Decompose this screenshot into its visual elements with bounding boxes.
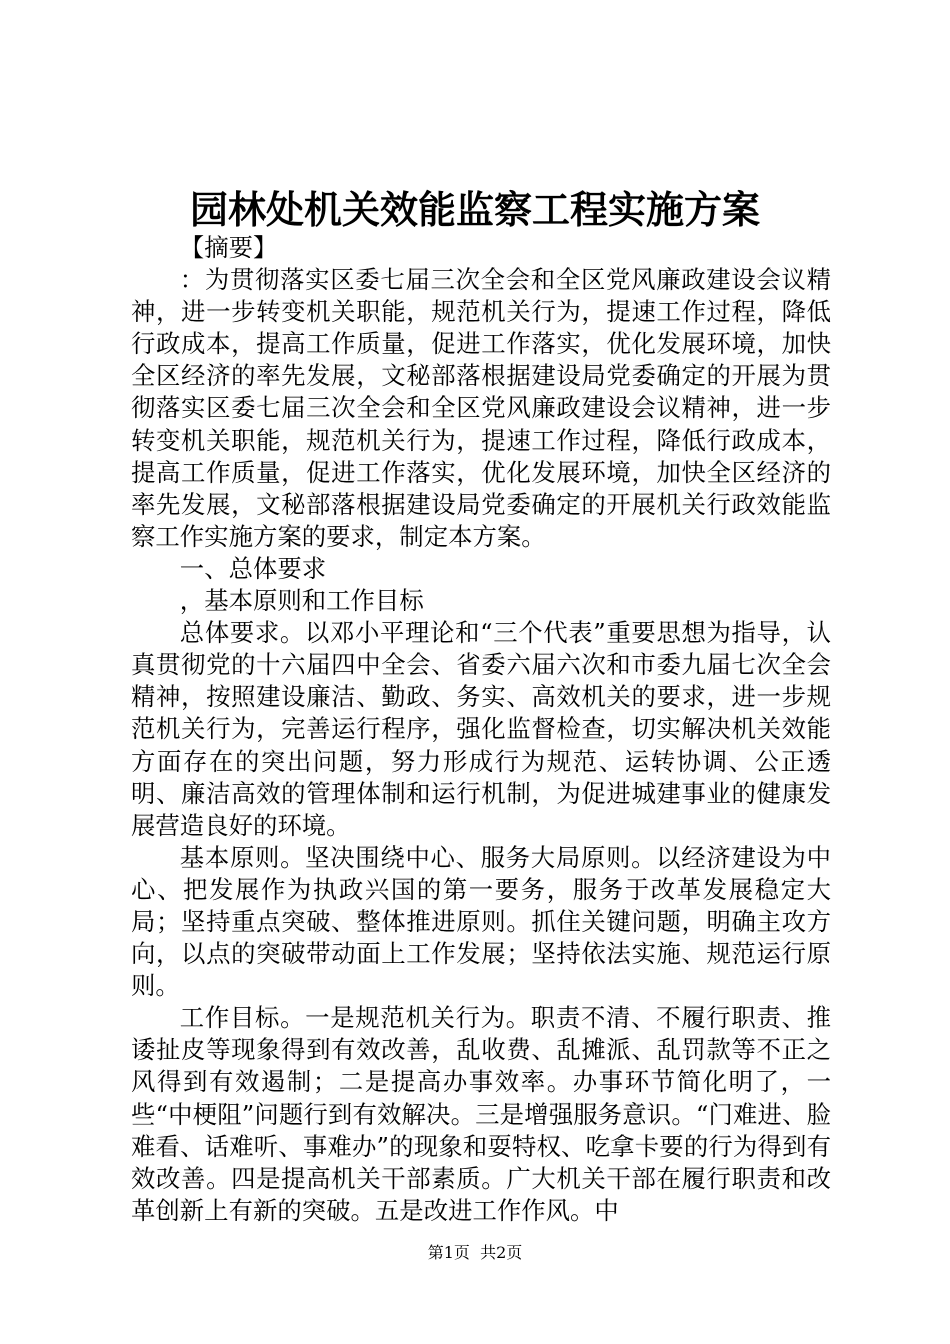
document-body: [131, 232, 831, 1227]
page-number: 第1页: [427, 1243, 470, 1262]
paragraph-overall-requirements: 总体要求。以邓小平理论和“三个代表”重要思想为指导，认真贯彻党的十六届四中全会、省委六届六次和市委九届七次全会精神，按照建设廉洁、勤政、务实、高效机关的要求，进一步规范机关行为，完善运行程序，强化监督检查，切实解决机关效能方面存在的突出问题，努力形成行为规范、运转协调、公正透明、廉洁高效的管理体制和运行机制，为促进城建事业的健康发展营造良好的环境。: [131, 618, 831, 840]
page-total: 共2页: [480, 1243, 523, 1262]
paragraph-work-goals: 工作目标。一是规范机关行为。职责不清、不履行职责、推诿扯皮等现象得到有效改善，乱收费、乱摊派、乱罚款等不正之风得到有效遏制；二是提高办事效率。办事环节简化明了，一些“中梗阻”问题行到有效解决。三是增强服务意识。“门难进、脸难看、话难听、事难办”的现象和耍特权、吃拿卡要的行为得到有效改善。四是提高机关干部素质。广大机关干部在履行职责和改革创新上有新的突破。五是改进工作作风。中: [131, 1003, 831, 1225]
page-title: 园林处机关效能监察工程实施方案: [189, 187, 760, 232]
paragraph-basic-principles: 基本原则。坚决围绕中心、服务大局原则。以经济建设为中心、把发展作为执政兴国的第一要务，服务于改革发展稳定大局；坚持重点突破、整体推进原则。抓住关键问题，明确主攻方向，以点的突破带动面上工作发展；坚持依法实施、规范运行原则。: [131, 842, 831, 1001]
section-heading: 一、总体要求: [179, 553, 327, 583]
page-footer: [0, 1243, 950, 1263]
abstract-paragraph: ：为贯彻落实区委七届三次全会和全区党风廉政建设会议精神，进一步转变机关职能，规范机关行为，提速工作过程，降低行政成本，提高工作质量，促进工作落实，优化发展环境，加快全区经济的率先发展，文秘部落根据建设局党委确定的开展为贯彻落实区委七届三次全会和全区党风廉政建设会议精神，进一步转变机关职能，规范机关行为，提速工作过程，降低行政成本，提高工作质量，促进工作落实，优化发展环境，加快全区经济的率先发展，文秘部落根据建设局党委确定的开展机关行政效能监察工作实施方案的要求，制定本方案。: [131, 265, 831, 551]
section-subheading: ，基本原则和工作目标: [179, 586, 424, 616]
abstract-label: 【摘要】: [179, 233, 278, 262]
